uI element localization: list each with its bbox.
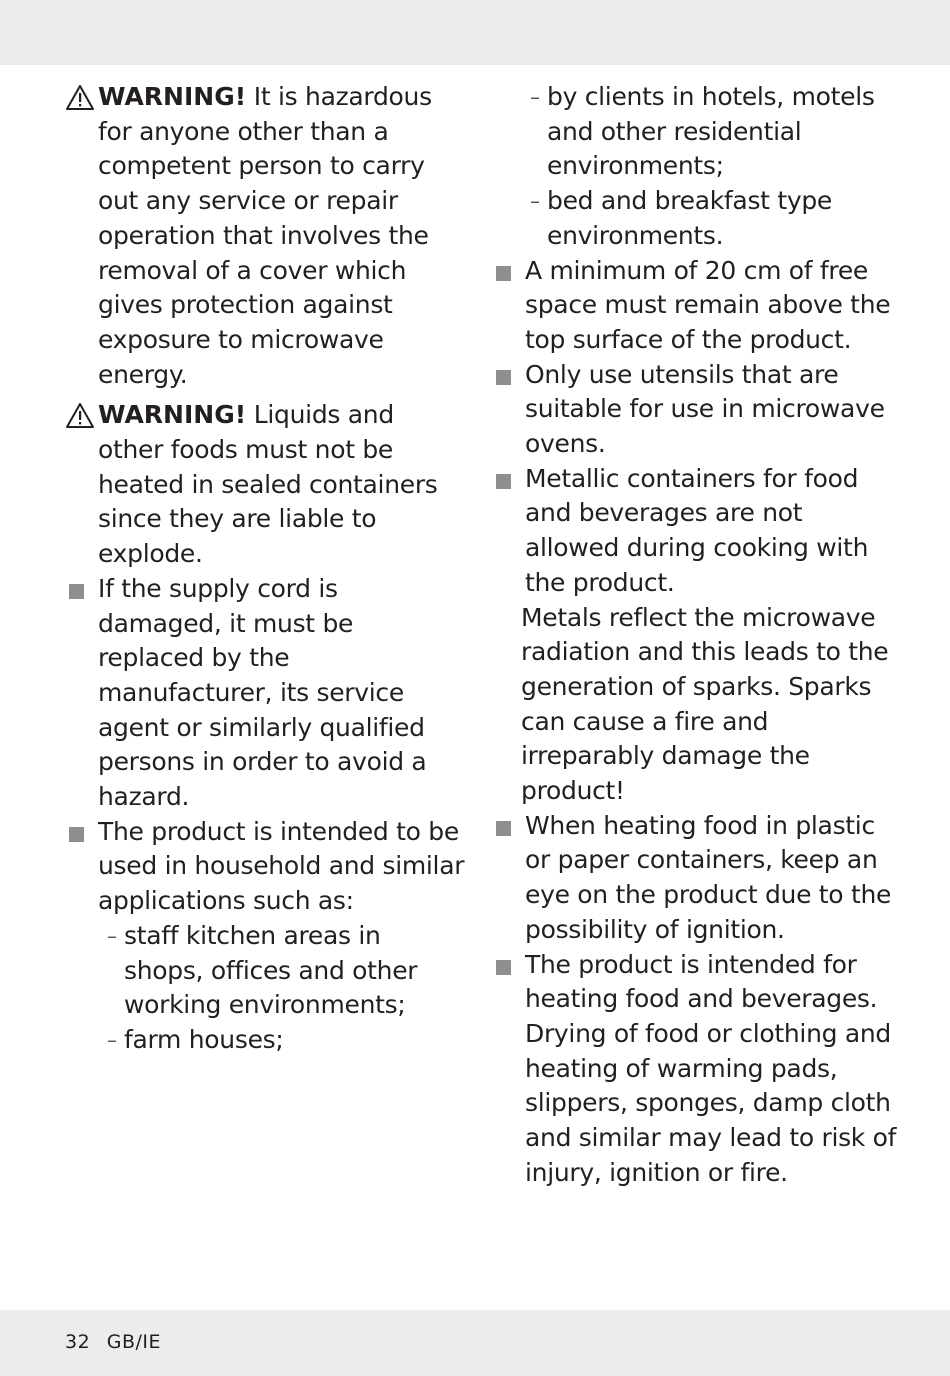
square-bullet-icon	[69, 584, 84, 599]
warning-triangle-icon	[65, 84, 95, 111]
list-item	[65, 815, 465, 919]
sub-list-item	[65, 919, 465, 1023]
sub-list-item-text: farm houses;	[124, 1024, 284, 1054]
list-item	[492, 809, 897, 948]
dash-bullet-icon: –	[107, 1027, 117, 1052]
warning-text: Liquids and other foods must not be heated in sealed containers since they are liable to explode.	[98, 400, 438, 569]
sub-list-item	[65, 1023, 465, 1058]
dash-bullet-icon: –	[530, 85, 540, 109]
list-item-note: Metals reflect the microwave radiation and this leads to the generation of sparks. Sparks can cause a fire and irreparably damage the product!	[521, 602, 889, 806]
list-item-text: When heating food in plastic or paper containers, keep an eye on the product due to the possibility of ignition.	[525, 810, 892, 944]
sub-list-item-text: staff kitchen areas in shops, offices and other working environments;	[124, 920, 418, 1020]
page-number: 32	[65, 1331, 91, 1353]
right-column	[492, 80, 897, 1191]
list-item-text: Only use utensils that are suitable for use in microwave ovens.	[525, 359, 885, 459]
dash-bullet-icon: –	[107, 923, 117, 948]
warning-text: It is hazardous for anyone other than a competent person to carry out any service or repair operation that involves the removal of a cover which gives protection against exposure to microwave energy.	[98, 82, 432, 389]
list-item	[492, 462, 897, 601]
list-item	[492, 358, 897, 462]
left-column	[65, 80, 465, 1058]
list-item	[492, 254, 897, 358]
sub-list-item-text: by clients in hotels, motels and other residential environments;	[547, 82, 875, 181]
sub-list-item-text: bed and breakfast type environments.	[547, 186, 832, 250]
list-item-text: The product is intended for heating food and beverages. Drying of food or clothing and heating of warming pads, slippers, sponges, damp cloth and similar may lead to risk of injury, ignition or fire.	[525, 949, 897, 1187]
square-bullet-icon	[496, 960, 511, 975]
list-item	[65, 572, 465, 815]
page-footer	[65, 1331, 171, 1353]
list-item-continuation	[492, 601, 897, 809]
list-item-text: If the supply cord is damaged, it must be replaced by the manufacturer, its service agent or similarly qualified persons in order to avoid a hazard.	[98, 573, 427, 812]
list-item-text: A minimum of 20 cm of free space must remain above the top surface of the product.	[525, 255, 891, 354]
header-band	[0, 0, 950, 65]
square-bullet-icon	[496, 821, 511, 836]
square-bullet-icon	[496, 474, 511, 489]
square-bullet-icon	[496, 266, 511, 281]
warning-label: WARNING!	[98, 82, 247, 111]
square-bullet-icon	[69, 827, 84, 842]
locale-label: GB/IE	[106, 1331, 162, 1353]
warning-block-1	[65, 80, 465, 392]
list-item-text: Metallic containers for food and beverages are not allowed during cooking with the product.	[525, 463, 869, 597]
warning-block-2	[65, 398, 465, 572]
sub-list-item	[492, 184, 897, 253]
warning-label: WARNING!	[98, 400, 247, 430]
warning-triangle-icon	[65, 402, 95, 429]
square-bullet-icon	[496, 370, 511, 385]
list-item	[492, 948, 897, 1191]
list-item-text: The product is intended to be used in household and similar applications such as:	[98, 816, 465, 916]
dash-bullet-icon: –	[530, 189, 540, 214]
sub-list-item	[492, 80, 897, 184]
